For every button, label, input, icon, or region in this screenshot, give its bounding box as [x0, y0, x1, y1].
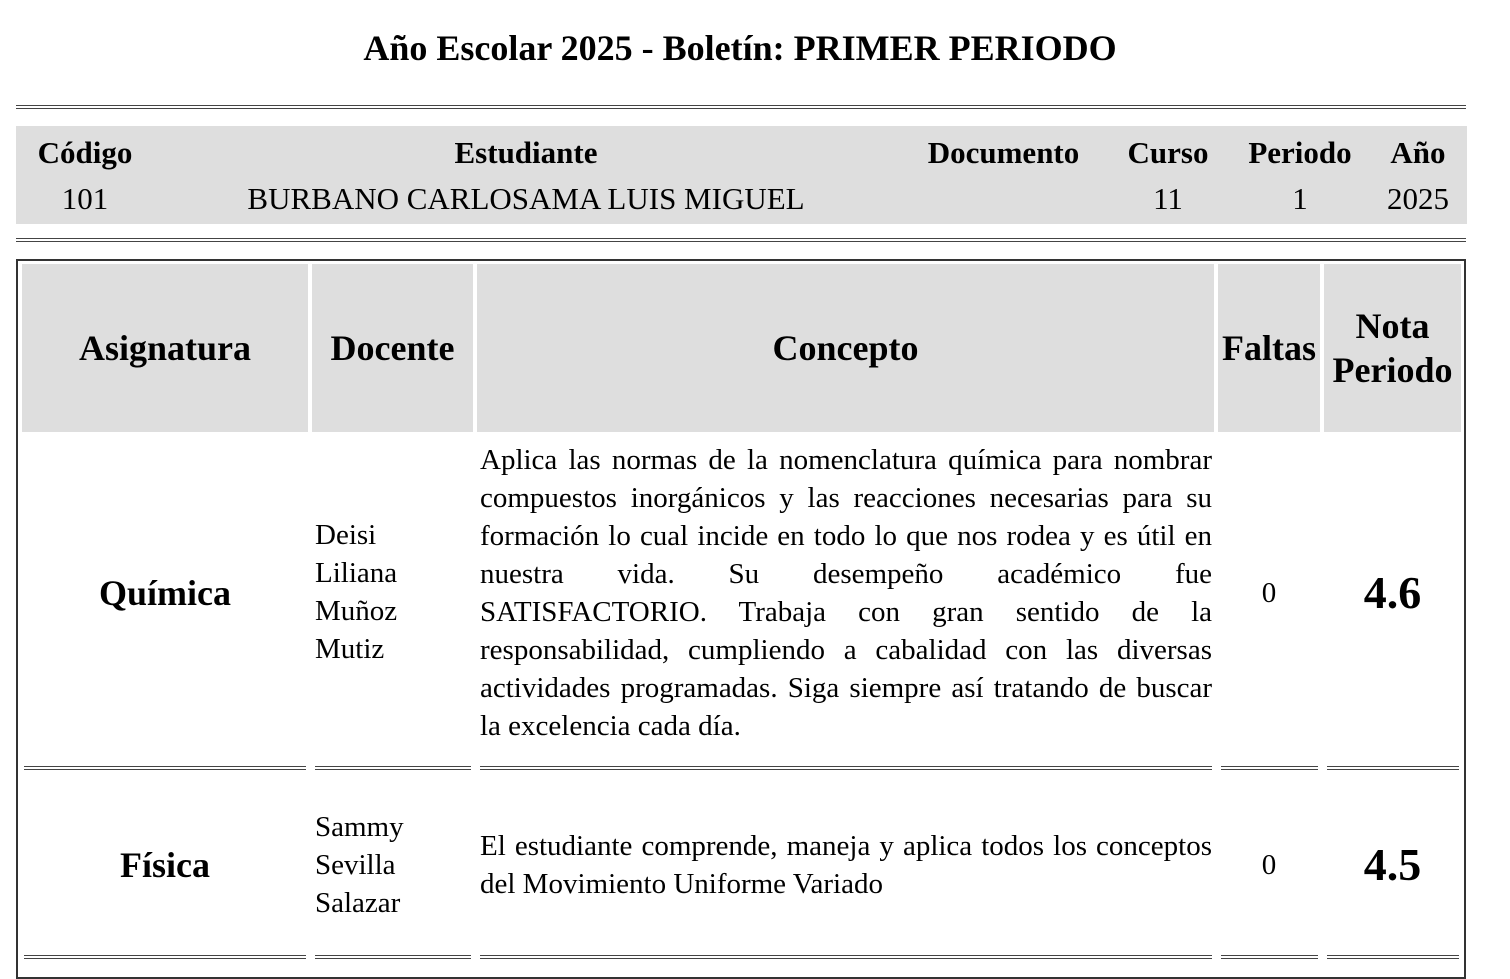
absences-cell: 0: [1261, 577, 1277, 609]
row-divider: [1221, 766, 1318, 770]
subject-column-header: Asignatura: [22, 264, 308, 432]
period-header: Periodo: [1248, 135, 1352, 170]
row-divider: [1221, 955, 1318, 959]
row-divider: [1327, 766, 1459, 770]
report-title: Año Escolar 2025 - Boletín: PRIMER PERIODO: [363, 28, 1117, 68]
year-value: 2025: [1387, 181, 1449, 216]
code-header: Código: [37, 135, 133, 170]
row-divider: [24, 766, 306, 770]
subject-cell: Física: [120, 845, 210, 885]
subject-cell: Química: [99, 573, 231, 613]
student-name-value: BURBANO CARLOSAMA LUIS MIGUEL: [247, 181, 805, 216]
teacher-column-header: Docente: [312, 264, 473, 432]
course-header: Curso: [1127, 135, 1209, 170]
row-divider: [315, 955, 471, 959]
grade-column-header: [1324, 264, 1461, 432]
grade-header-line2: Periodo: [1332, 350, 1453, 390]
concept-column-header: Concepto: [477, 264, 1214, 432]
absences-cell: 0: [1261, 849, 1277, 881]
row-divider: [480, 955, 1212, 959]
header-divider-top: [16, 105, 1466, 109]
row-divider: [315, 766, 471, 770]
grade-cell: 4.5: [1363, 839, 1422, 890]
header-divider-bottom: [16, 238, 1466, 242]
row-divider: [480, 766, 1212, 770]
grade-cell: 4.6: [1363, 567, 1422, 618]
teacher-cell: Deisi Liliana Muñoz Mutiz: [315, 519, 398, 665]
course-value: 11: [1153, 181, 1183, 216]
document-header: Documento: [927, 135, 1080, 170]
row-divider: [24, 955, 306, 959]
absences-column-header: Faltas: [1218, 264, 1320, 432]
code-value: 101: [61, 181, 109, 216]
concept-cell: Aplica las normas de la nomenclatura química para nombrar compuestos inorgánicos y las reacciones necesarias para su formación lo cual incide en todo lo que nos rodea y es útil en nuestra vida. Su desempeño académico fue SATISFACTORIO. Trabaja con gran sentido de la responsabilidad, cumpliendo a cabalidad con las diversas actividades programadas. Siga siempre así tratando de buscar la excelencia cada día.: [480, 444, 1212, 742]
student-header: Estudiante: [454, 135, 598, 170]
period-value: 1: [1292, 181, 1308, 216]
year-header: Año: [1390, 135, 1446, 170]
row-divider: [1327, 955, 1459, 959]
teacher-cell: Sammy Sevilla Salazar: [315, 811, 404, 919]
grade-header-line1: Nota: [1355, 306, 1430, 346]
student-info-panel: [16, 126, 1467, 224]
concept-cell: El estudiante comprende, maneja y aplica todos los conceptos del Movimiento Uniforme Variado: [480, 830, 1212, 900]
